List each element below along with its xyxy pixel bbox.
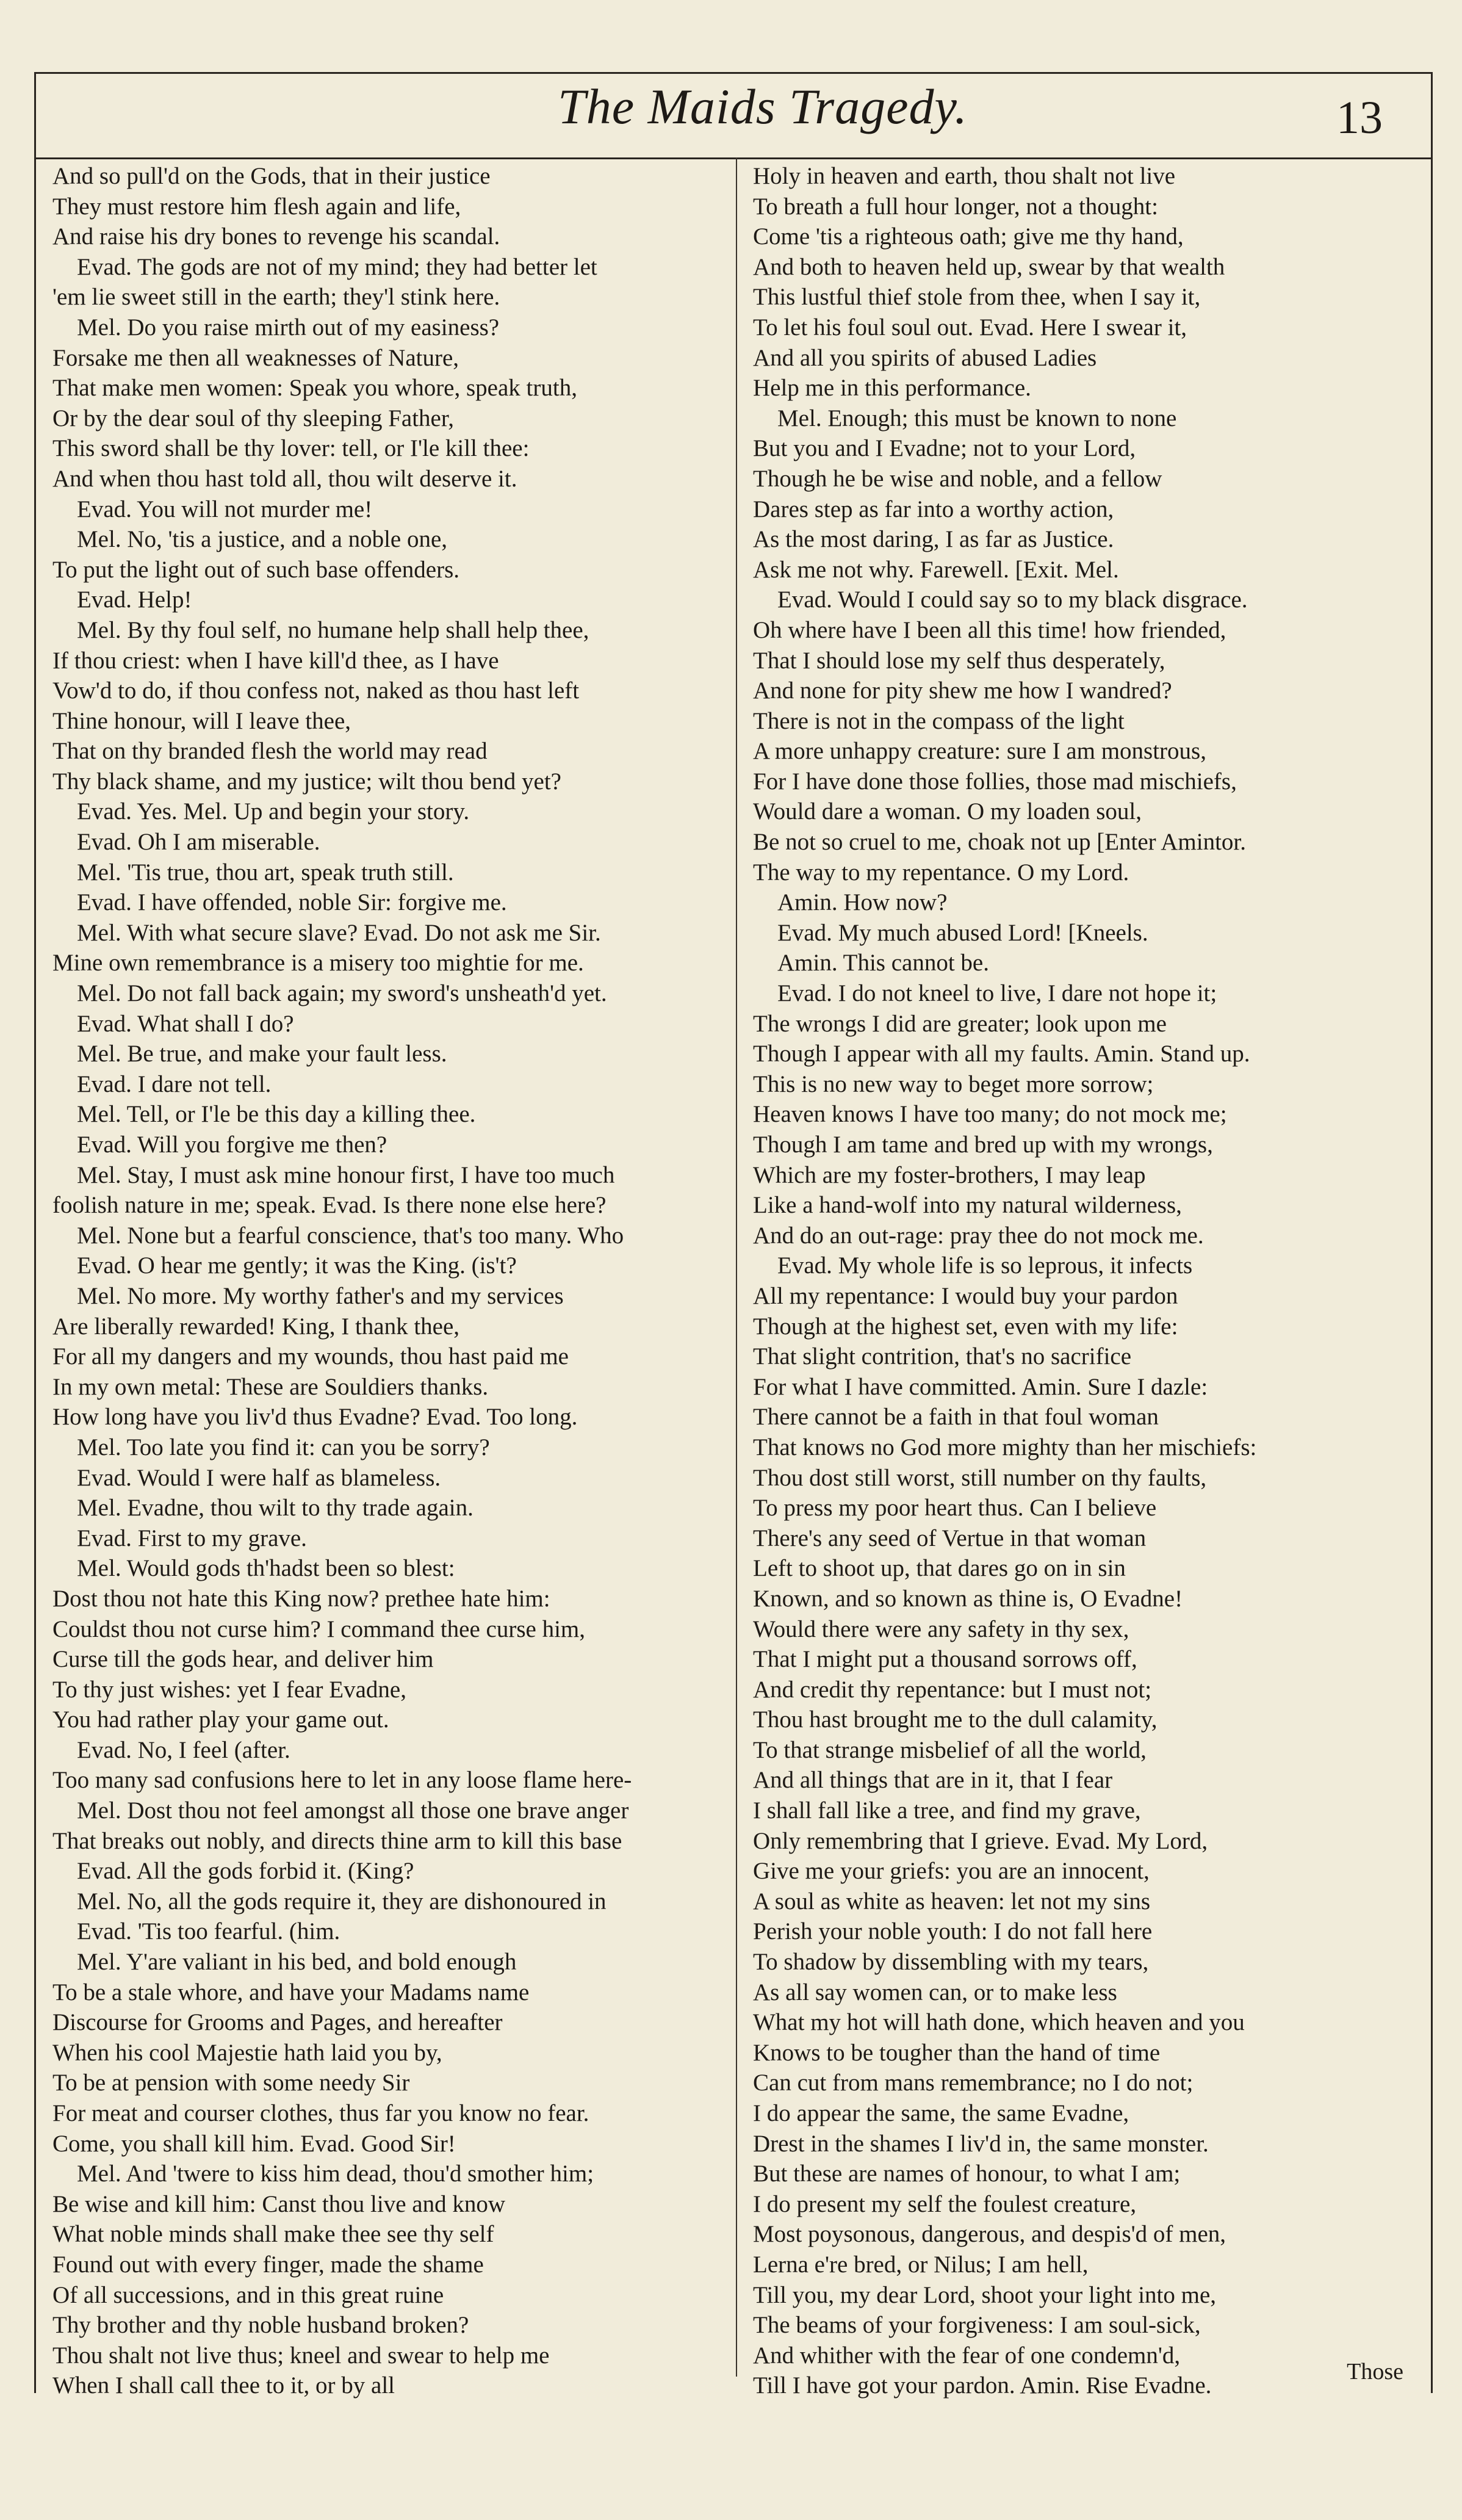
text-line: For all my dangers and my wounds, thou hast paid me	[52, 1343, 569, 1370]
text-line: Evad. Help!	[77, 587, 192, 613]
text-line: Forsake me then all weaknesses of Nature,	[52, 344, 459, 371]
text-line: All my repentance: I would buy your pardon	[753, 1282, 1178, 1309]
text-line: To that strange misbelief of all the world,	[753, 1736, 1147, 1763]
text-line: But these are names of honour, to what I am;	[753, 2161, 1181, 2187]
text-line: Drest in the shames I liv'd in, the same monster.	[753, 2130, 1209, 2157]
text-line: Evad. What shall I do?	[77, 1010, 294, 1037]
text-line: To put the light out of such base offenders.	[52, 556, 459, 583]
text-line: This sword shall be thy lover: tell, or I'le kill thee:	[52, 435, 530, 462]
text-line: To be a stale whore, and have your Madams name	[52, 1979, 530, 2006]
text-line: Like a hand-wolf into my natural wilderness,	[753, 1192, 1182, 1219]
text-line: I do appear the same, the same Evadne,	[753, 2100, 1129, 2126]
text-line: Mel. No more. My worthy father's and my services	[77, 1282, 564, 1309]
text-line: Mel. No, 'tis a justice, and a noble one,	[77, 526, 448, 553]
text-line: Mel. By thy foul self, no humane help shall help thee,	[77, 616, 589, 643]
text-line: Ask me not why. Farewell. [Exit. Mel.	[753, 556, 1119, 583]
text-line: This is no new way to beget more sorrow;	[753, 1070, 1154, 1097]
text-line: To be at pension with some needy Sir	[52, 2070, 410, 2096]
text-line: Amin. How now?	[777, 889, 948, 916]
text-line: And both to heaven held up, swear by that wealth	[753, 253, 1225, 280]
text-line: Evad. My whole life is so leprous, it infects	[777, 1252, 1193, 1279]
text-line: And when thou hast told all, thou wilt deserve it.	[52, 465, 517, 492]
text-line: Evad. I do not kneel to live, I dare not hope it;	[777, 980, 1217, 1007]
text-line: The beams of your forgiveness: I am soul-sick,	[753, 2312, 1201, 2339]
text-line: They must restore him flesh again and life,	[52, 193, 461, 220]
text-line: Mel. Evadne, thou wilt to thy trade again.	[77, 1495, 474, 1522]
text-line: Too many sad confusions here to let in any loose flame here-	[52, 1767, 632, 1794]
text-line: Dares step as far into a worthy action,	[753, 496, 1114, 522]
text-line: Though he be wise and noble, and a fellow	[753, 465, 1162, 492]
text-line: Evad. O hear me gently; it was the King. (is't?	[77, 1252, 517, 1279]
text-line: And so pull'd on the Gods, that in their justice	[52, 163, 491, 189]
text-line: To thy just wishes: yet I fear Evadne,	[52, 1676, 406, 1703]
text-line: Thou shalt not live thus; kneel and swear to help me	[52, 2342, 550, 2369]
text-line: For what I have committed. Amin. Sure I dazle:	[753, 1373, 1208, 1400]
text-line: And none for pity shew me how I wandred?	[753, 677, 1172, 704]
text-line: Thou hast brought me to the dull calamity,	[753, 1706, 1158, 1733]
text-line: Mel. Do you raise mirth out of my easiness?	[77, 314, 500, 341]
text-line: There cannot be a faith in that foul woman	[753, 1404, 1159, 1431]
text-line: Lerna e're bred, or Nilus; I am hell,	[753, 2251, 1089, 2278]
text-line: Give me your griefs: you are an innocent,	[753, 1858, 1150, 1885]
text-line: When his cool Majestie hath laid you by,	[52, 2039, 442, 2066]
text-line: Or by the dear soul of thy sleeping Father,	[52, 405, 455, 431]
text-line: Discourse for Grooms and Pages, and hereafter	[52, 2009, 503, 2036]
text-line: You had rather play your game out.	[52, 1706, 389, 1733]
text-line: That make men women: Speak you whore, speak truth,	[52, 375, 577, 402]
text-line: Be wise and kill him: Canst thou live and know	[52, 2190, 506, 2217]
text-line: Mel. Stay, I must ask mine honour first, I have too much	[77, 1161, 615, 1188]
text-line: As the most daring, I as far as Justice.	[753, 526, 1114, 553]
text-line: Mel. Tell, or I'le be this day a killing thee.	[77, 1101, 476, 1128]
text-line: Evad. Yes. Mel. Up and begin your story.	[77, 798, 470, 825]
header-rule	[34, 157, 1431, 159]
text-line: Evad. I have offended, noble Sir: forgive me.	[77, 889, 507, 916]
text-line: Though at the highest set, even with my life:	[753, 1313, 1178, 1340]
text-line: And all things that are in it, that I fear	[753, 1767, 1113, 1794]
text-line: I shall fall like a tree, and find my grave,	[753, 1797, 1141, 1824]
text-line: Evad. All the gods forbid it. (King?	[77, 1858, 414, 1885]
text-line: That on thy branded flesh the world may read	[52, 738, 488, 765]
text-line: The wrongs I did are greater; look upon me	[753, 1010, 1167, 1037]
text-line: Evad. Will you forgive me then?	[77, 1132, 387, 1158]
text-line: Mel. Would gods th'hadst been so blest:	[77, 1555, 455, 1582]
text-line: That knows no God more mighty than her mischiefs:	[753, 1434, 1257, 1460]
text-line: Help me in this performance.	[753, 375, 1031, 402]
text-line: Evad. The gods are not of my mind; they had better let	[77, 253, 597, 280]
text-line: Heaven knows I have too many; do not mock me;	[753, 1101, 1227, 1128]
text-line: I do present my self the foulest creature,	[753, 2190, 1137, 2217]
running-title: The Maids Tragedy.	[558, 79, 968, 134]
text-line: Oh where have I been all this time! how friended,	[753, 616, 1226, 643]
catchword: Those	[1347, 2359, 1403, 2385]
text-line: Mel. With what secure slave? Evad. Do not ask me Sir.	[77, 919, 601, 946]
text-line: And all you spirits of abused Ladies	[753, 344, 1097, 371]
text-line: If thou criest: when I have kill'd thee, as I have	[52, 647, 499, 674]
text-line: Evad. First to my grave.	[77, 1525, 307, 1551]
text-line: Found out with every finger, made the shame	[52, 2251, 484, 2278]
text-line: That slight contrition, that's no sacrifice	[753, 1343, 1132, 1370]
text-line: To let his foul soul out. Evad. Here I swear it,	[753, 314, 1187, 341]
text-line: Knows to be tougher than the hand of time	[753, 2039, 1161, 2066]
text-line: And raise his dry bones to revenge his scandal.	[52, 223, 500, 250]
text-line: Mel. 'Tis true, thou art, speak truth still.	[77, 859, 454, 886]
text-line: This lustful thief stole from thee, when I say it,	[753, 284, 1201, 311]
text-line: Evad. 'Tis too fearful. (him.	[77, 1918, 340, 1945]
text-line: A soul as white as heaven: let not my sins	[753, 1888, 1151, 1915]
text-line: Only remembring that I grieve. Evad. My Lord,	[753, 1827, 1208, 1854]
text-line: Vow'd to do, if thou confess not, naked as thou hast left	[52, 677, 580, 704]
text-line: In my own metal: These are Souldiers thanks.	[52, 1373, 489, 1400]
text-line: As all say women can, or to make less	[753, 1979, 1117, 2006]
text-line: Holy in heaven and earth, thou shalt not live	[753, 163, 1176, 189]
text-line: Mel. Dost thou not feel amongst all those one brave anger	[77, 1797, 629, 1824]
right-column	[753, 161, 1422, 2401]
text-line: Dost thou not hate this King now? prethee hate him:	[52, 1585, 550, 1612]
text-line: Can cut from mans remembrance; no I do not;	[753, 2070, 1194, 2096]
text-line: And whither with the fear of one condemn'd,	[753, 2342, 1181, 2369]
text-line: For I have done those follies, those mad mischiefs,	[753, 768, 1237, 795]
text-line: Till you, my dear Lord, shoot your light into me,	[753, 2281, 1217, 2308]
text-line: Mel. None but a fearful conscience, that's too many. Who	[77, 1222, 624, 1249]
column-divider	[736, 157, 737, 2377]
text-line: Curse till the gods hear, and deliver him	[52, 1646, 434, 1673]
text-line: Thine honour, will I leave thee,	[52, 707, 351, 734]
text-line: To press my poor heart thus. Can I believe	[753, 1495, 1157, 1522]
text-line: Are liberally rewarded! King, I thank thee,	[52, 1313, 460, 1340]
text-line: To shadow by dissembling with my tears,	[753, 1949, 1149, 1976]
text-line: There is not in the compass of the light	[753, 707, 1125, 734]
text-line: To breath a full hour longer, not a thought:	[753, 193, 1158, 220]
text-line: Thou dost still worst, still number on thy faults,	[753, 1464, 1207, 1491]
text-line: There's any seed of Vertue in that woman	[753, 1525, 1147, 1551]
text-line: Though I appear with all my faults. Amin. Stand up.	[753, 1041, 1250, 1067]
text-line: Till I have got your pardon. Amin. Rise Evadne.	[753, 2372, 1212, 2399]
text-line: Mel. And 'twere to kiss him dead, thou'd smother him;	[77, 2161, 594, 2187]
text-line: Come, you shall kill him. Evad. Good Sir!	[52, 2130, 456, 2157]
text-line: Amin. This cannot be.	[777, 950, 989, 977]
text-line: Evad. You will not murder me!	[77, 496, 373, 522]
text-line: Evad. I dare not tell.	[77, 1070, 272, 1097]
text-line: foolish nature in me; speak. Evad. Is there none else here?	[52, 1192, 607, 1219]
text-line: Which are my foster-brothers, I may leap	[753, 1161, 1146, 1188]
text-line: Mel. Be true, and make your fault less.	[77, 1041, 447, 1067]
text-line: Most poysonous, dangerous, and despis'd of men,	[753, 2221, 1226, 2248]
text-line: Of all successions, and in this great ruine	[52, 2281, 444, 2308]
left-column	[52, 161, 730, 2401]
text-line: Thy brother and thy noble husband broken?	[52, 2312, 469, 2339]
text-line: Evad. Oh I am miserable.	[77, 829, 320, 856]
text-line: When I shall call thee to it, or by all	[52, 2372, 395, 2399]
text-line: And credit thy repentance: but I must not;	[753, 1676, 1152, 1703]
text-line: That I might put a thousand sorrows off,	[753, 1646, 1137, 1673]
text-line: Mel. Y'are valiant in his bed, and bold enough	[77, 1949, 517, 1976]
text-line: The way to my repentance. O my Lord.	[753, 859, 1129, 886]
text-line: Would dare a woman. O my loaden soul,	[753, 798, 1142, 825]
text-line: That breaks out nobly, and directs thine arm to kill this base	[52, 1827, 622, 1854]
text-line: For meat and courser clothes, thus far you know no fear.	[52, 2100, 589, 2126]
text-line: Be not so cruel to me, choak not up [Enter Amintor.	[753, 829, 1247, 856]
text-line: But you and I Evadne; not to your Lord,	[753, 435, 1136, 462]
text-line: Perish your noble youth: I do not fall here	[753, 1918, 1153, 1945]
text-line: Evad. No, I feel (after.	[77, 1736, 290, 1763]
text-line: What noble minds shall make thee see thy self	[52, 2221, 494, 2248]
text-line: Couldst thou not curse him? I command thee curse him,	[52, 1616, 585, 1642]
text-line: Mel. Enough; this must be known to none	[777, 405, 1177, 431]
text-line: Mine own remembrance is a misery too mightie for me.	[52, 950, 584, 977]
text-line: And do an out-rage: pray thee do not mock me.	[753, 1222, 1204, 1249]
text-line: Known, and so known as thine is, O Evadne!	[753, 1585, 1183, 1612]
text-line: Would there were any safety in thy sex,	[753, 1616, 1129, 1642]
text-line: What my hot will hath done, which heaven and you	[753, 2009, 1245, 2036]
text-line: That I should lose my self thus desperately,	[753, 647, 1165, 674]
text-line: Mel. No, all the gods require it, they are dishonoured in	[77, 1888, 607, 1915]
text-line: Evad. Would I were half as blameless.	[77, 1464, 441, 1491]
page-number: 13	[1336, 92, 1383, 143]
text-line: Mel. Do not fall back again; my sword's unsheath'd yet.	[77, 980, 607, 1007]
text-line: Though I am tame and bred up with my wrongs,	[753, 1132, 1213, 1158]
text-line: Evad. My much abused Lord! [Kneels.	[777, 919, 1148, 946]
text-line: Come 'tis a righteous oath; give me thy hand,	[753, 223, 1184, 250]
text-line: A more unhappy creature: sure I am monstrous,	[753, 738, 1206, 765]
text-line: Thy black shame, and my justice; wilt thou bend yet?	[52, 768, 561, 795]
text-line: 'em lie sweet still in the earth; they'l stink here.	[52, 284, 500, 311]
text-line: Mel. Too late you find it: can you be sorry?	[77, 1434, 490, 1460]
text-line: Evad. Would I could say so to my black disgrace.	[777, 587, 1248, 613]
text-line: Left to shoot up, that dares go on in sin	[753, 1555, 1126, 1582]
text-line: How long have you liv'd thus Evadne? Evad. Too long.	[52, 1404, 578, 1431]
